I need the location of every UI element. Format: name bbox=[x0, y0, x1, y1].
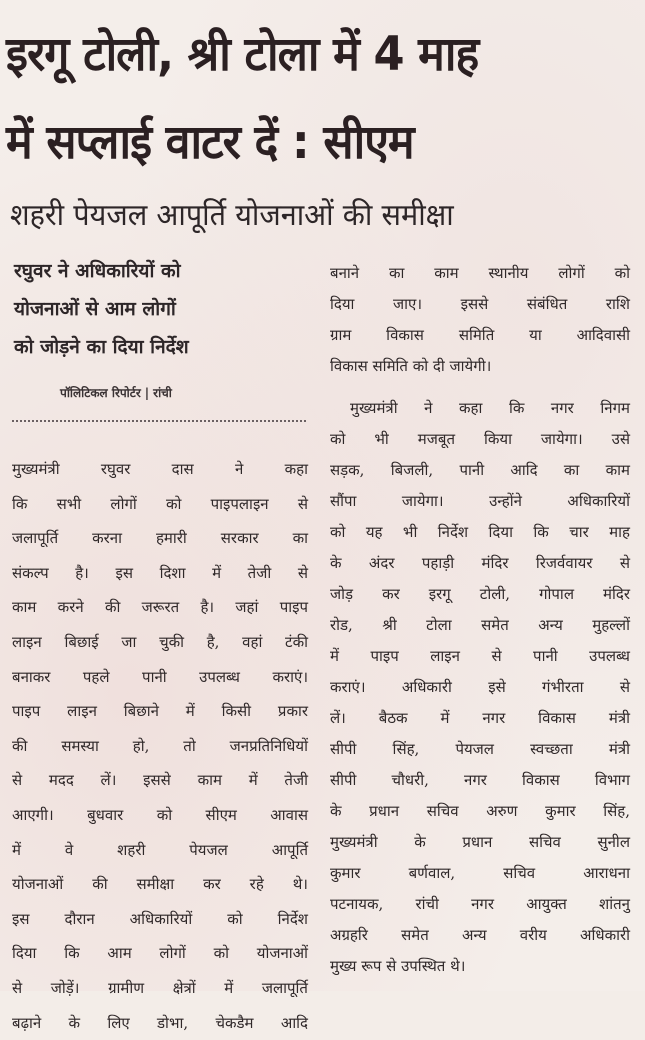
body-line: से जोड़ें। ग्रामीण क्षेत्रों में जलापूर्ति bbox=[12, 971, 308, 1006]
byline-reporter: पॉलिटिकल रिपोर्टर bbox=[60, 386, 141, 400]
body-line: जोड़ कर इरगू टोली, गोपाल मंदिर bbox=[330, 579, 630, 610]
body-line: काम करने की जरूरत है। जहां पाइप bbox=[12, 590, 308, 625]
body-line: बनाकर पहले पानी उपलब्ध कराएं। bbox=[12, 660, 308, 695]
byline bbox=[60, 384, 300, 401]
body-line: में पाइप लाइन से पानी उपलब्ध bbox=[330, 641, 630, 672]
body-line: को यह भी निर्देश दिया कि चार माह bbox=[330, 517, 630, 548]
body-line: आएगी। बुधवार को सीएम आवास bbox=[12, 798, 308, 833]
right-column bbox=[330, 258, 630, 982]
left-column bbox=[12, 452, 308, 1040]
body-line: मुख्यमंत्री रघुवर दास ने कहा bbox=[12, 452, 308, 487]
byline-city: रांची bbox=[153, 386, 172, 400]
body-line: को भी मजबूत किया जायेगा। उसे bbox=[330, 424, 630, 455]
body-line: विकास समिति को दी जायेगी। bbox=[330, 351, 630, 382]
deck-line-2: योजनाओं से आम लोगों bbox=[14, 290, 306, 328]
body-line: सौंपा जायेगा। उन्होंने अधिकारियों bbox=[330, 486, 630, 517]
body-line: की समस्या हो, तो जनप्रतिनिधियों bbox=[12, 729, 308, 764]
body-line: कराएं। अधिकारी इसे गंभीरता से bbox=[330, 672, 630, 703]
byline-separator: | bbox=[145, 386, 149, 400]
body-line: मुख्य रूप से उपस्थित थे। bbox=[330, 951, 630, 982]
body-line: दिया जाए। इससे संबंधित राशि bbox=[330, 289, 630, 320]
body-line: सीपी चौधरी, नगर विकास विभाग bbox=[330, 765, 630, 796]
headline bbox=[6, 14, 603, 190]
body-line: सीपी सिंह, पेयजल स्वच्छता मंत्री bbox=[330, 734, 630, 765]
body-line: ग्राम विकास समिति या आदिवासी bbox=[330, 320, 630, 351]
body-line: मुख्यमंत्री ने कहा कि नगर निगम bbox=[330, 393, 630, 424]
body-line: योजनाओं की समीक्षा कर रहे थे। bbox=[12, 867, 308, 902]
deck bbox=[14, 252, 306, 366]
dotted-divider bbox=[12, 420, 306, 422]
body-line: मुख्यमंत्री के प्रधान सचिव सुनील bbox=[330, 827, 630, 858]
body-line: पाइप लाइन बिछाने में किसी प्रकार bbox=[12, 694, 308, 729]
paragraph-1 bbox=[330, 258, 630, 382]
body-line: लें। बैठक में नगर विकास मंत्री bbox=[330, 703, 630, 734]
body-line: से मदद लें। इससे काम में तेजी bbox=[12, 763, 308, 798]
body-line: में वे शहरी पेयजल आपूर्ति bbox=[12, 833, 308, 868]
headline-line-2: में सप्लाई वाटर दें : सीएम bbox=[6, 102, 603, 190]
body-line: अग्रहरि समेत अन्य वरीय अधिकारी bbox=[330, 920, 630, 951]
body-line: रोड, श्री टोला समेत अन्य मुहल्लों bbox=[330, 610, 630, 641]
deck-line-3: को जोड़ने का दिया निर्देश bbox=[14, 328, 306, 366]
body-line: कुमार बर्णवाल, सचिव आराधना bbox=[330, 858, 630, 889]
body-line: कि सभी लोगों को पाइपलाइन से bbox=[12, 487, 308, 522]
body-line: इस दौरान अधिकारियों को निर्देश bbox=[12, 902, 308, 937]
body-line: के प्रधान सचिव अरुण कुमार सिंह, bbox=[330, 796, 630, 827]
body-line: बढ़ाने के लिए डोभा, चेकडैम आदि bbox=[12, 1006, 308, 1040]
body-line: बनाने का काम स्थानीय लोगों को bbox=[330, 258, 630, 289]
paragraph-2 bbox=[330, 393, 630, 982]
headline-line-1: इरगू टोली, श्री टोला में 4 माह bbox=[6, 14, 603, 102]
body-line: लाइन बिछाई जा चुकी है, वहां टंकी bbox=[12, 625, 308, 660]
body-line: संकल्प है। इस दिशा में तेजी से bbox=[12, 556, 308, 591]
subheadline: शहरी पेयजल आपूर्ति योजनाओं की समीक्षा bbox=[10, 194, 610, 238]
body-line: पटनायक, रांची नगर आयुक्त शांतनु bbox=[330, 889, 630, 920]
body-line: दिया कि आम लोगों को योजनाओं bbox=[12, 936, 308, 971]
deck-line-1: रघुवर ने अधिकारियों को bbox=[14, 252, 306, 290]
body-line: जलापूर्ति करना हमारी सरकार का bbox=[12, 521, 308, 556]
body-line: के अंदर पहाड़ी मंदिर रिजर्ववायर से bbox=[330, 548, 630, 579]
body-line: सड़क, बिजली, पानी आदि का काम bbox=[330, 455, 630, 486]
